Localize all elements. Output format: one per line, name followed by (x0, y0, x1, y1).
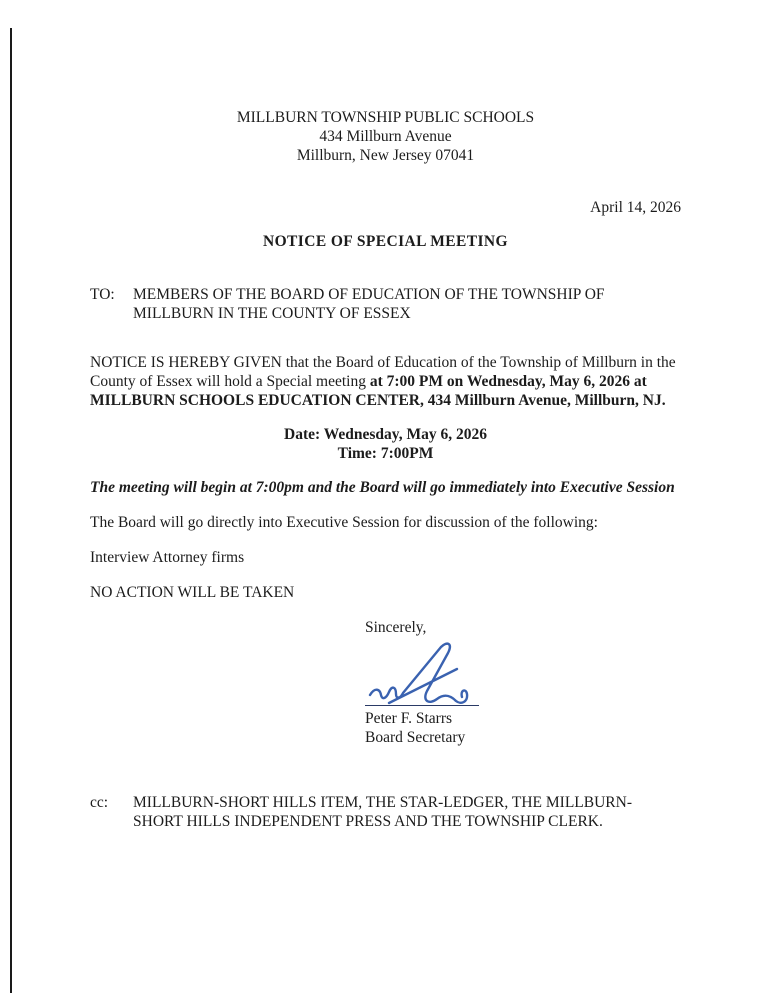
org-name: MILLBURN TOWNSHIP PUBLIC SCHOOLS (236, 109, 535, 126)
document-title: NOTICE OF SPECIAL MEETING (263, 233, 508, 250)
scan-artifact-line (10, 28, 12, 993)
org-address-line2: Millburn, New Jersey 07041 (296, 147, 475, 164)
document-date: April 14, 2026 (590, 199, 681, 216)
signature-scribble-svg (367, 639, 487, 709)
agenda-item-line: Interview Attorney firms (90, 549, 245, 566)
to-label: TO: (90, 286, 115, 303)
notice-normal-text: NOTICE IS HEREBY GIVEN that the Board of Education of the Township of Millburn in the County of Essex will hold a Special meeting (90, 354, 676, 390)
signer-role: Board Secretary (365, 729, 466, 746)
signature-ink (367, 639, 681, 709)
signature-block (365, 618, 681, 747)
cc-block (90, 793, 681, 831)
meeting-date-line: Date: Wednesday, May 6, 2026 (284, 426, 487, 443)
no-action-line: NO ACTION WILL BE TAKEN (90, 584, 295, 601)
signature-path (370, 644, 467, 703)
board-session-line: The Board will go directly into Executive Session for discussion of the following: (90, 514, 598, 531)
meeting-time-line: Time: 7:00PM (337, 445, 434, 462)
to-recipients: MEMBERS OF THE BOARD OF EDUCATION OF THE TOWNSHIP OF MILLBURN IN THE COUNTY OF ESSEX (133, 286, 605, 322)
cc-recipients: MILLBURN-SHORT HILLS ITEM, THE STAR-LEDGER, THE MILLBURN-SHORT HILLS INDEPENDENT PRESS AND THE TOWNSHIP CLERK. (133, 794, 632, 830)
notice-paragraph (90, 353, 681, 410)
executive-session-note: The meeting will begin at 7:00pm and the Board will go immediately into Executive Session (90, 479, 675, 496)
org-address-line1: 434 Millburn Avenue (319, 128, 452, 145)
letterhead (90, 108, 681, 165)
closing-text: Sincerely, (365, 619, 427, 636)
signer-name: Peter F. Starrs (365, 710, 453, 727)
cc-label: cc: (90, 794, 109, 811)
to-block (90, 285, 681, 323)
document-content (90, 0, 681, 831)
notice-bold-text: at 7:00 PM on Wednesday, May 6, 2026 at MILLBURN SCHOOLS EDUCATION CENTER, 434 Millburn Avenue, Millburn, NJ. (90, 373, 666, 409)
